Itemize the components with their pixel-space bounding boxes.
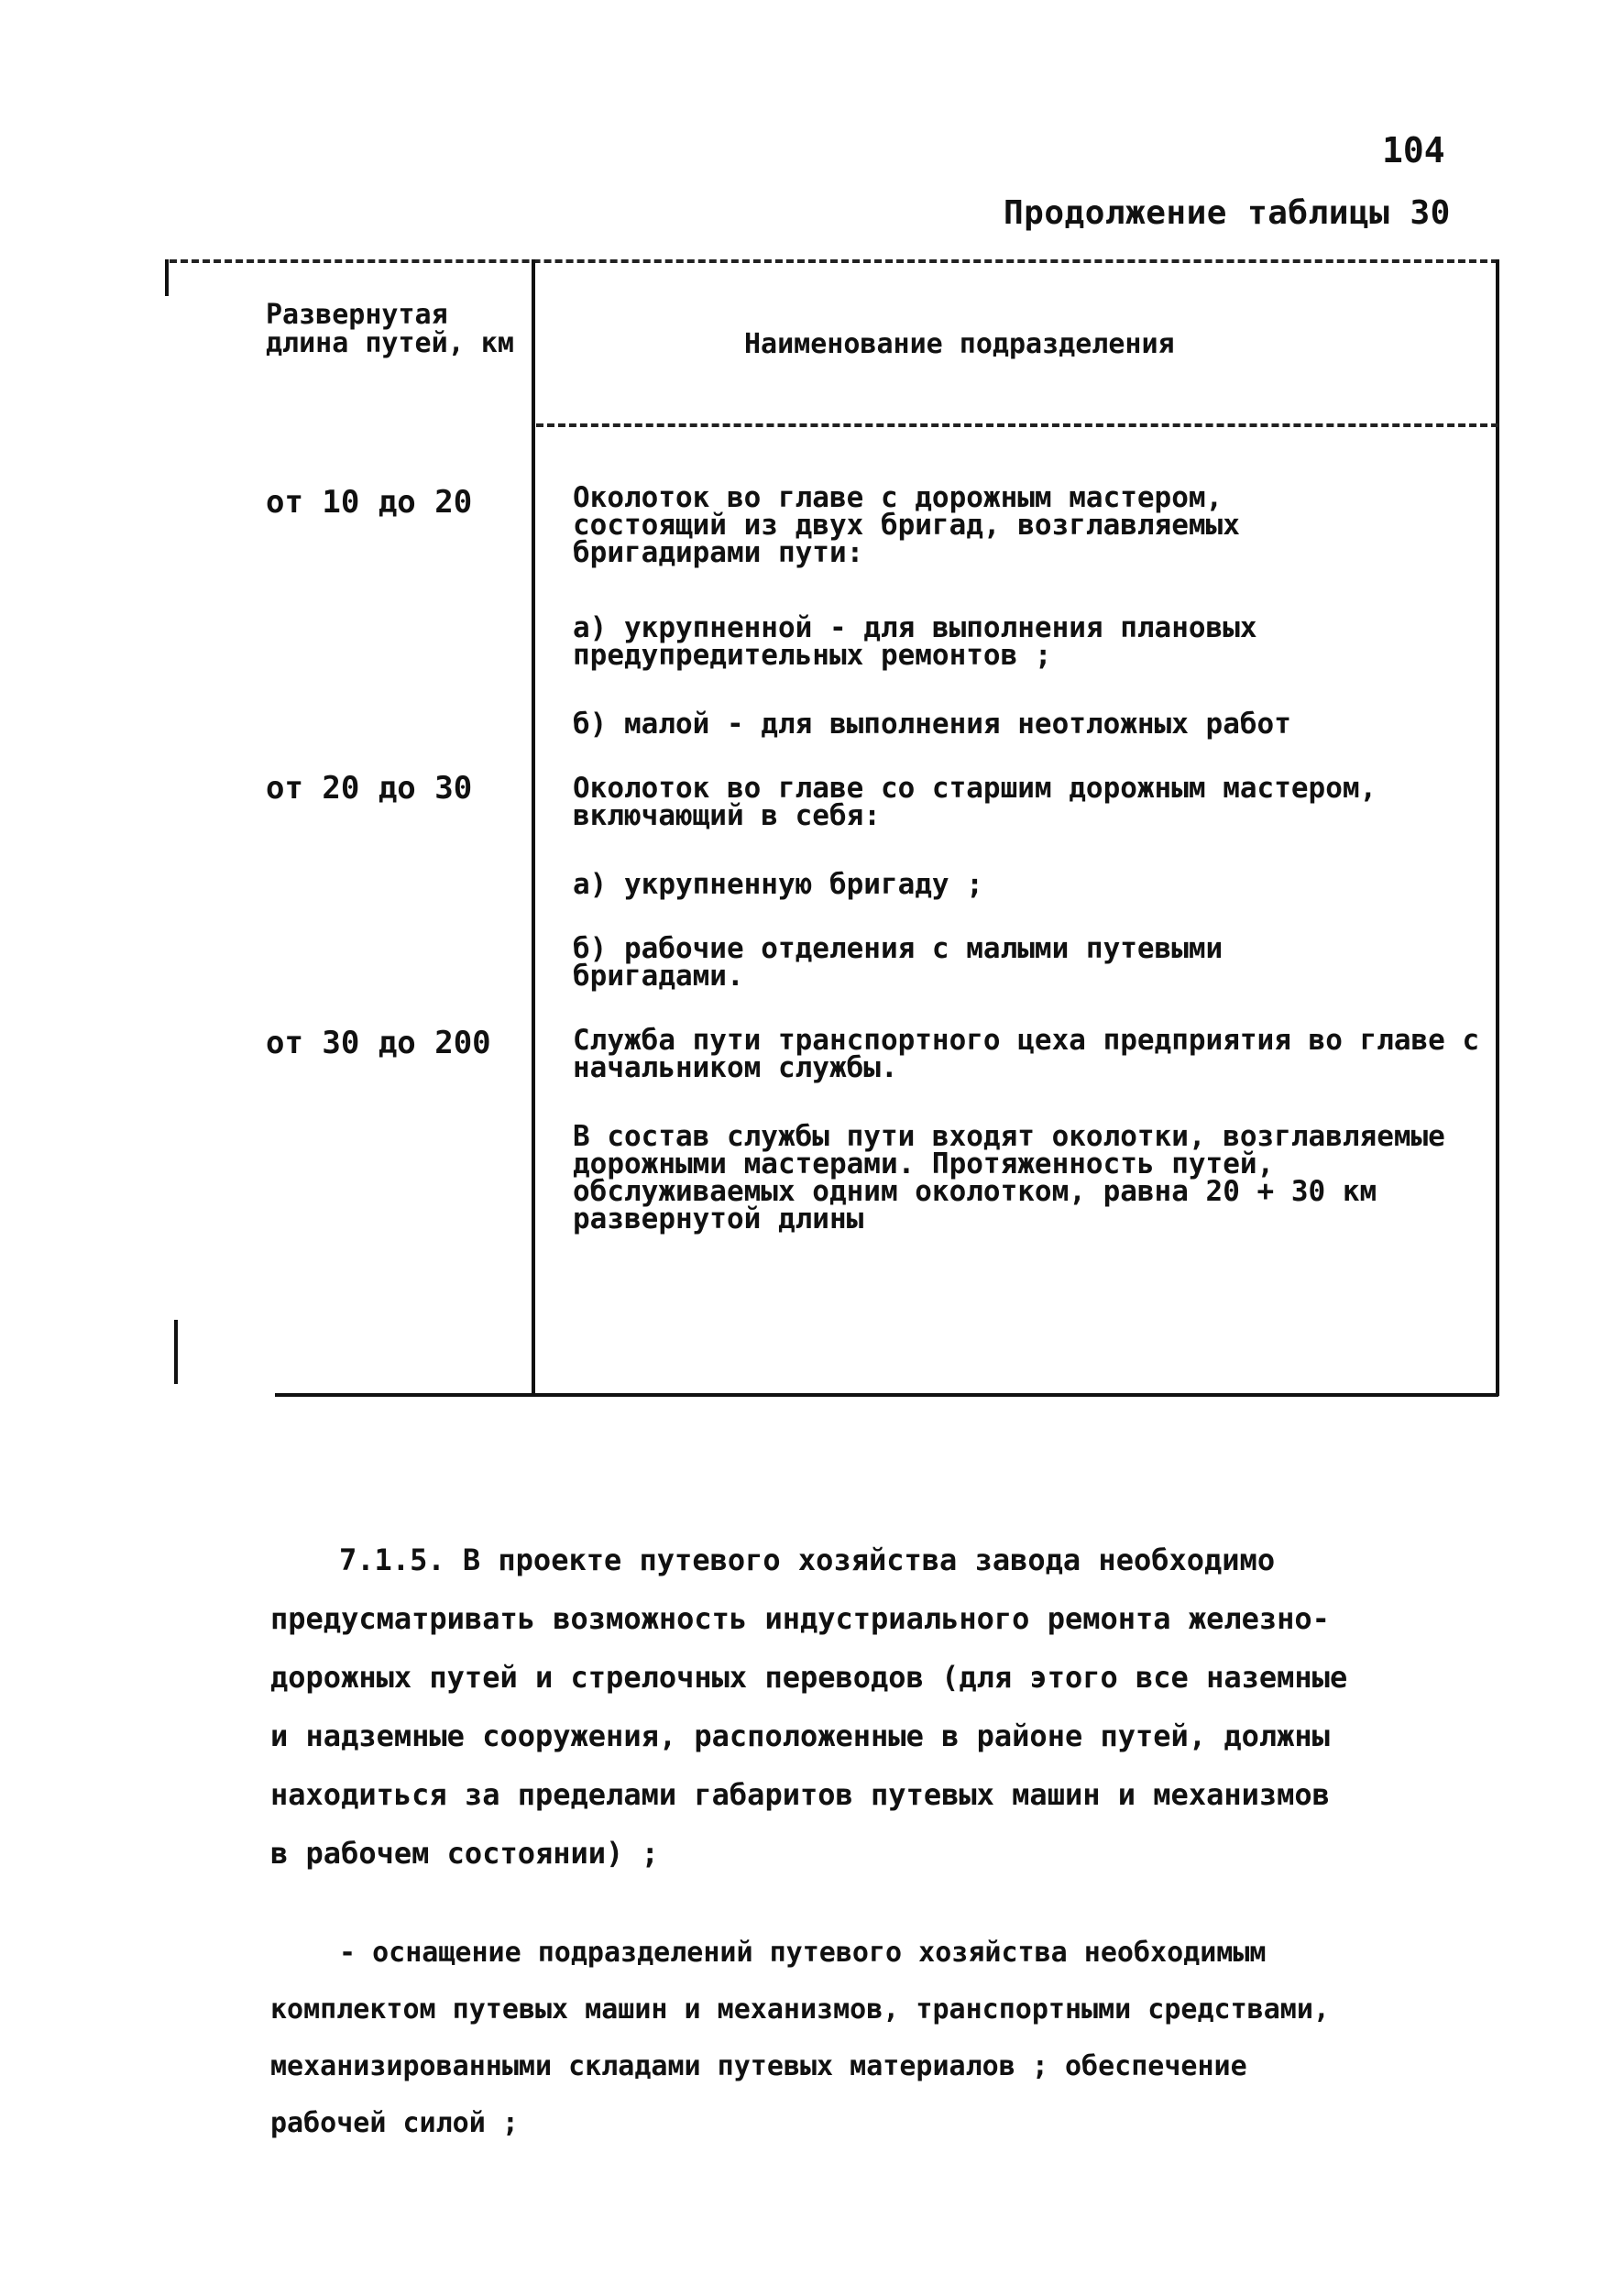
row-entry [573, 708, 1489, 741]
header-length: Развернутая длина путей, км [266, 299, 514, 359]
entry-text: Околоток во главе со старшим дорожным мастером, включающий в себя: [573, 772, 1377, 832]
table-column-divider [532, 259, 535, 1396]
paragraph-line: находиться за пределами габаритов путевых машин и механизмов [270, 1777, 1330, 1812]
paragraph-7-1-5 [270, 1531, 1347, 1883]
row-length: от 20 до 30 [266, 770, 473, 807]
entry-text: а) укрупненной - для выполнения плановых предупредительных ремонтов ; [573, 611, 1257, 672]
paragraph-line: дорожных путей и стрелочных переводов (для этого все наземные [270, 1660, 1348, 1695]
paragraph-line: механизированными складами путевых материалов ; обеспечение [270, 2050, 1247, 2082]
entry-text: В состав службы пути входят околотки, возглавляемые дорожными мастерами. Протяженность путей, обслуживаемых одним околотком, равна 20 + 30 км развернутой длины [573, 1120, 1445, 1235]
paragraph-line: и надземные сооружения, расположенные в районе путей, должны [270, 1718, 1330, 1753]
table-caption: Продолжение таблицы 30 [1004, 194, 1451, 232]
paragraph-equipment [270, 1925, 1330, 2152]
left-margin-mark [174, 1320, 178, 1384]
row-length: от 10 до 20 [266, 484, 473, 521]
row-entry [573, 1120, 1480, 1235]
header-unit: Наименование подразделения [744, 328, 1175, 360]
row-entry [573, 772, 1379, 832]
paragraph-line: рабочей силой ; [270, 2107, 519, 2139]
page-number: 104 [1382, 130, 1445, 170]
row-entry [573, 611, 1379, 672]
row-length: от 30 до 200 [266, 1025, 491, 1061]
row-entry [573, 481, 1379, 569]
paragraph-line: предусматривать возможность индустриального ремонта железно- [270, 1601, 1330, 1636]
paragraph-line: комплектом путевых машин и механизмов, транспортными средствами, [270, 1993, 1330, 2026]
header-divider [536, 423, 1498, 427]
entry-text: а) укрупненную бригаду ; [573, 868, 983, 901]
table-bottom-border [275, 1393, 1498, 1397]
entry-text: б) малой - для выполнения неотложных работ [573, 708, 1291, 741]
paragraph-line: - оснащение подразделений путевого хозяйства необходимым [339, 1937, 1267, 1969]
entry-text: б) рабочие отделения с малыми путевыми бригадами. [573, 932, 1223, 993]
table-right-border [1496, 259, 1499, 1396]
paragraph-line: 7.1.5. В проекте путевого хозяйства завода необходимо [339, 1543, 1276, 1577]
row-entry [573, 868, 1379, 901]
row-entry [573, 1024, 1480, 1084]
row-entry [573, 932, 1379, 993]
entry-text: Служба пути транспортного цеха предприятия во главе с начальником службы. [573, 1024, 1480, 1084]
entry-text: Околоток во главе с дорожным мастером, состоящий из двух бригад, возглавляемых бригадирами пути: [573, 481, 1240, 569]
paragraph-line: в рабочем состоянии) ; [270, 1836, 659, 1871]
table-left-mark [165, 259, 169, 296]
table-top-border [170, 259, 1498, 263]
